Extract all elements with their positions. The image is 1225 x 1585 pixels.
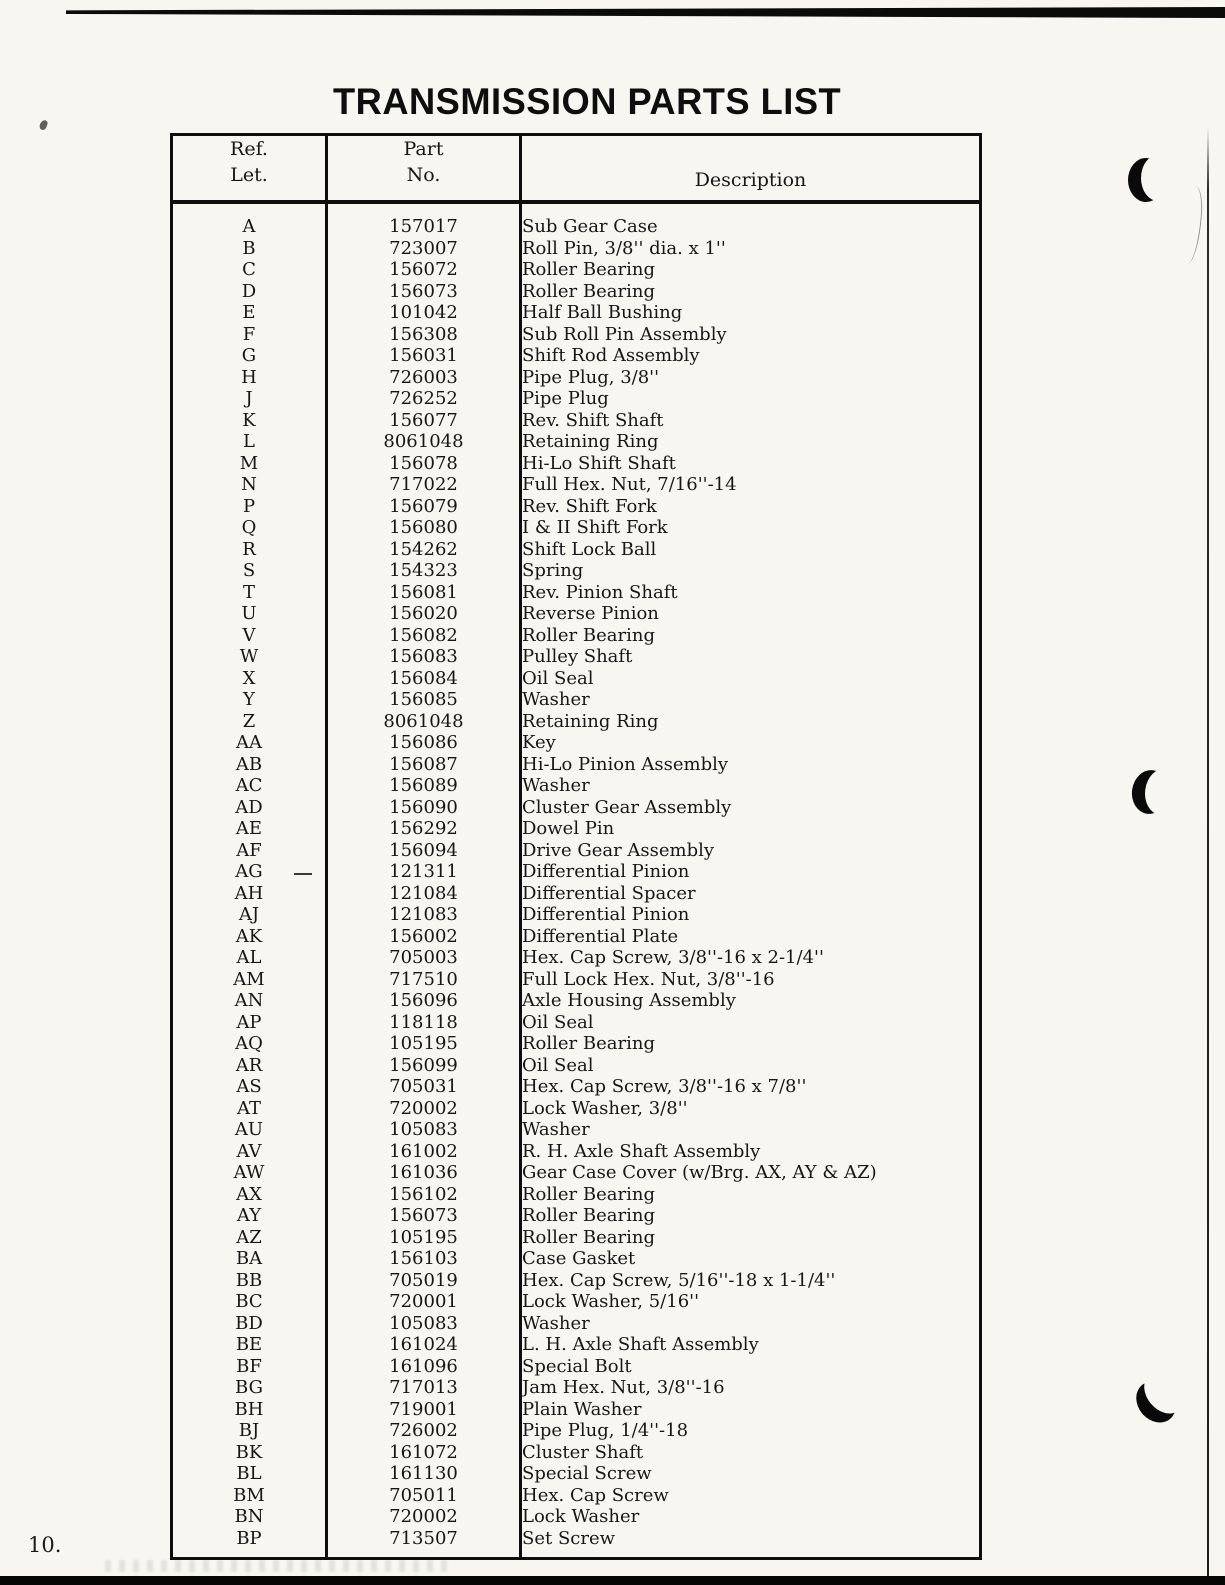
page-number: 10. [28,1533,62,1557]
table-row [172,904,981,926]
ref-letter-cell: A [172,202,327,238]
part-number-cell: 156002 [327,926,521,948]
part-number-cell: 156080 [327,517,521,539]
table-row [172,969,981,991]
table-row [172,1012,981,1034]
ref-letter-cell: F [172,324,327,346]
part-number-cell: 705011 [327,1485,521,1507]
part-number-cell: 156082 [327,625,521,647]
part-number-cell: 717022 [327,474,521,496]
part-number-cell: 154323 [327,560,521,582]
description-cell: Lock Washer [522,1506,640,1527]
parts-table [170,133,982,1560]
description-cell: Key [522,732,556,753]
header-part-line1: Part [403,138,444,160]
table-row [172,1184,981,1206]
table-row [172,1506,981,1528]
table-row [172,582,981,604]
part-number-cell: 726003 [327,367,521,389]
part-number-cell: 156079 [327,496,521,518]
description-cell: Washer [522,689,590,710]
table-row [172,238,981,260]
part-number-cell: 156077 [327,410,521,432]
description-cell: Oil Seal [522,1054,594,1076]
ref-letter-cell: BH [172,1399,327,1421]
table-row [172,410,981,432]
description-cell: Retaining Ring [522,431,659,452]
description-cell: Rev. Shift Fork [522,495,657,517]
table-row [172,324,981,346]
ref-letter-cell: AW [172,1162,327,1184]
table-row [172,1055,981,1077]
table-row [172,345,981,367]
ref-letter-cell: BA [172,1248,327,1270]
table-row [172,1227,981,1249]
part-number-cell: 723007 [327,238,521,260]
description-cell: Shift Rod Assembly [522,345,700,366]
description-cell: Half Ball Bushing [522,302,683,323]
part-number-cell: 156086 [327,732,521,754]
description-cell: Roller Bearing [522,259,655,280]
ref-letter-cell: W [172,646,327,668]
ref-letter-cell: BE [172,1334,327,1356]
part-number-cell: 713507 [327,1528,521,1559]
top-page-rule [66,7,1225,19]
scan-dash-artifact [294,873,312,875]
table-row [172,711,981,733]
table-row [172,947,981,969]
description-cell: Pipe Plug, 3/8'' [522,366,660,388]
page-edge-line [1207,128,1209,1585]
ref-letter-cell: BJ [172,1420,327,1442]
description-cell: Hi-Lo Pinion Assembly [522,753,729,775]
part-number-cell: 105195 [327,1033,521,1055]
description-cell: Roller Bearing [522,1205,655,1226]
part-number-cell: 156085 [327,689,521,711]
description-cell: Special Screw [522,1463,652,1484]
ref-letter-cell: AU [172,1119,327,1141]
description-cell: Cluster Shaft [522,1441,644,1463]
description-cell: Plain Washer [522,1398,642,1420]
table-row [172,302,981,324]
ref-letter-cell: AT [172,1098,327,1120]
part-number-cell: 705019 [327,1270,521,1292]
ref-letter-cell: AC [172,775,327,797]
part-number-cell: 118118 [327,1012,521,1034]
table-row [172,1313,981,1335]
description-cell: Jam Hex. Nut, 3/8''-16 [522,1377,725,1398]
table-row [172,840,981,862]
ref-letter-cell: AH [172,883,327,905]
part-number-cell: 156083 [327,646,521,668]
table-row [172,1248,981,1270]
ref-letter-cell: AG [172,861,327,883]
part-number-cell: 157017 [327,202,521,238]
part-number-cell: 105195 [327,1227,521,1249]
table-row [172,689,981,711]
description-cell: Pulley Shaft [522,646,633,667]
ref-letter-cell: BM [172,1485,327,1507]
part-number-cell: 726002 [327,1420,521,1442]
part-number-cell: 719001 [327,1399,521,1421]
description-cell: Sub Gear Case [522,216,658,237]
ref-letter-cell: AP [172,1012,327,1034]
header-description: Description [521,135,981,203]
part-number-cell: 156102 [327,1184,521,1206]
ref-letter-cell: G [172,345,327,367]
description-cell: Dowel Pin [522,818,615,839]
description-cell: Hi-Lo Shift Shaft [522,452,676,474]
table-row [172,646,981,668]
ref-letter-cell: AN [172,990,327,1012]
table-row [172,1420,981,1442]
table-row [172,539,981,561]
scan-smudge [105,1560,455,1572]
ref-letter-cell: AM [172,969,327,991]
part-number-cell: 156073 [327,1205,521,1227]
description-cell: Axle Housing Assembly [522,990,736,1011]
part-number-cell: 161024 [327,1334,521,1356]
ref-letter-cell: V [172,625,327,647]
table-row [172,990,981,1012]
ref-letter-cell: U [172,603,327,625]
part-number-cell: 121311 [327,861,521,883]
table-row [172,1119,981,1141]
table-row [172,1399,981,1421]
description-cell: Differential Spacer [522,882,696,904]
ref-letter-cell: E [172,302,327,324]
part-number-cell: 161002 [327,1141,521,1163]
part-number-cell: 156084 [327,668,521,690]
part-number-cell: 156087 [327,754,521,776]
table-row [172,202,981,238]
table-row [172,1334,981,1356]
table-row [172,517,981,539]
ref-letter-cell: Y [172,689,327,711]
description-cell: Differential Pinion [522,861,690,882]
description-cell: Roller Bearing [522,1226,655,1248]
part-number-cell: 726252 [327,388,521,410]
part-number-cell: 101042 [327,302,521,324]
description-cell: Sub Roll Pin Assembly [522,323,727,345]
table-row [172,431,981,453]
ref-letter-cell: AQ [172,1033,327,1055]
crescent-bite [1141,155,1175,201]
ref-letter-cell: AK [172,926,327,948]
header-part-line2: No. [406,164,441,186]
description-cell: Roller Bearing [522,1033,655,1054]
description-cell: Differential Pinion [522,904,690,925]
table-row [172,818,981,840]
table-row [172,367,981,389]
table-row [172,496,981,518]
description-cell: Spring [522,560,584,581]
ref-letter-cell: M [172,453,327,475]
ref-letter-cell: AD [172,797,327,819]
description-cell: Washer [522,1119,590,1140]
part-number-cell: 105083 [327,1313,521,1335]
part-number-cell: 156308 [327,324,521,346]
description-cell: Oil Seal [522,1011,594,1033]
part-number-cell: 156072 [327,259,521,281]
table-row [172,560,981,582]
part-number-cell: 161096 [327,1356,521,1378]
part-number-cell: 161036 [327,1162,521,1184]
description-cell: Differential Plate [522,925,679,947]
part-number-cell: 161130 [327,1463,521,1485]
description-cell: Rev. Pinion Shaft [522,581,678,603]
ref-letter-cell: AS [172,1076,327,1098]
description-cell: I & II Shift Fork [522,517,668,538]
part-number-cell: 161072 [327,1442,521,1464]
description-cell: Hex. Cap Screw [522,1484,669,1506]
part-number-cell: 156078 [327,453,521,475]
part-number-cell: 8061048 [327,431,521,453]
binder-crescent-icon [1129,768,1171,817]
table-row [172,797,981,819]
part-number-cell: 156090 [327,797,521,819]
part-number-cell: 156094 [327,840,521,862]
table-row [172,1141,981,1163]
part-number-cell: 720001 [327,1291,521,1313]
table-row [172,474,981,496]
part-number-cell: 121084 [327,883,521,905]
description-cell: Roll Pin, 3/8'' dia. x 1'' [522,237,726,259]
description-cell: Gear Case Cover (w/Brg. AX, AY & AZ) [522,1162,877,1183]
description-cell: Hex. Cap Screw, 3/8''-16 x 2-1/4'' [522,947,824,968]
description-cell: L. H. Axle Shaft Assembly [522,1334,759,1355]
ref-letter-cell: AX [172,1184,327,1206]
description-cell: Lock Washer, 3/8'' [522,1097,688,1119]
part-number-cell: 720002 [327,1098,521,1120]
part-number-cell: 154262 [327,539,521,561]
table-row [172,1528,981,1559]
header-part-no [327,135,521,203]
table-row [172,754,981,776]
ref-letter-cell: K [172,410,327,432]
ref-letter-cell: BD [172,1313,327,1335]
table-row [172,388,981,410]
ref-letter-cell: AY [172,1205,327,1227]
description-cell: Oil Seal [522,667,594,689]
description-cell: Retaining Ring [522,710,659,732]
table-row [172,1377,981,1399]
table-row [172,1485,981,1507]
description-cell: Lock Washer, 5/16'' [522,1291,700,1312]
ref-letter-cell: AR [172,1055,327,1077]
bottom-page-rule [0,1576,1225,1585]
description-cell: Hex. Cap Screw, 5/16''-18 x 1-1/4'' [522,1269,836,1291]
ref-letter-cell: X [172,668,327,690]
ref-letter-cell: BL [172,1463,327,1485]
part-number-cell: 156099 [327,1055,521,1077]
table-row [172,861,981,883]
description-cell: Washer [522,1312,590,1334]
ref-letter-cell: BK [172,1442,327,1464]
description-cell: Roller Bearing [522,1183,655,1205]
parts-table-header [172,135,981,203]
table-row [172,281,981,303]
page-title: TRANSMISSION PARTS LIST [333,80,842,122]
table-row [172,603,981,625]
part-number-cell: 156292 [327,818,521,840]
description-cell: Full Hex. Nut, 7/16''-14 [522,474,737,495]
table-row [172,1205,981,1227]
part-number-cell: 705003 [327,947,521,969]
part-number-cell: 156073 [327,281,521,303]
scan-squiggle [1179,185,1205,264]
part-number-cell: 156096 [327,990,521,1012]
ref-letter-cell: T [172,582,327,604]
ref-letter-cell: BC [172,1291,327,1313]
part-number-cell: 717013 [327,1377,521,1399]
part-number-cell: 156103 [327,1248,521,1270]
binder-crescent-icon [1128,158,1164,202]
part-number-cell: 705031 [327,1076,521,1098]
ref-letter-cell: AE [172,818,327,840]
ref-letter-cell: AZ [172,1227,327,1249]
ref-letter-cell: Z [172,711,327,733]
description-cell: R. H. Axle Shaft Assembly [522,1140,761,1162]
table-row [172,926,981,948]
table-row [172,668,981,690]
part-number-cell: 156089 [327,775,521,797]
ref-letter-cell: D [172,281,327,303]
description-cell: Washer [522,775,590,796]
ref-letter-cell: J [172,388,327,410]
table-row [172,1076,981,1098]
ref-letter-cell: C [172,259,327,281]
table-row [172,625,981,647]
ref-letter-cell: Q [172,517,327,539]
description-cell: Reverse Pinion [522,603,659,624]
description-cell: Case Gasket [522,1248,636,1269]
part-number-cell: 105083 [327,1119,521,1141]
part-number-cell: 121083 [327,904,521,926]
description-cell: Roller Bearing [522,624,655,646]
ref-letter-cell: AL [172,947,327,969]
table-row [172,775,981,797]
binder-crescent-icon [1128,1374,1184,1431]
description-cell: Rev. Shift Shaft [522,409,664,431]
part-number-cell: 720002 [327,1506,521,1528]
description-cell: Hex. Cap Screw, 3/8''-16 x 7/8'' [522,1076,807,1097]
description-cell: Special Bolt [522,1355,632,1377]
table-row [172,732,981,754]
table-row [172,1098,981,1120]
ref-letter-cell: BF [172,1356,327,1378]
ref-letter-cell: AV [172,1141,327,1163]
ref-letter-cell: BP [172,1528,327,1559]
description-cell: Shift Lock Ball [522,538,657,560]
ref-letter-cell: L [172,431,327,453]
ref-letter-cell: AJ [172,904,327,926]
table-row [172,1291,981,1313]
ref-letter-cell: B [172,238,327,260]
part-number-cell: 8061048 [327,711,521,733]
header-ref-line1: Ref. [230,138,268,160]
table-row [172,883,981,905]
part-number-cell: 156081 [327,582,521,604]
ref-letter-cell: R [172,539,327,561]
ref-letter-cell: P [172,496,327,518]
description-cell: Cluster Gear Assembly [522,796,732,818]
part-number-cell: 156031 [327,345,521,367]
table-row [172,1463,981,1485]
ref-letter-cell: BB [172,1270,327,1292]
parts-table-body [172,202,981,1559]
header-ref-let [172,135,327,203]
table-row [172,1162,981,1184]
table-row [172,453,981,475]
description-cell: Roller Bearing [522,280,655,302]
table-row [172,1442,981,1464]
part-number-cell: 156020 [327,603,521,625]
ref-letter-cell: N [172,474,327,496]
description-cell: Full Lock Hex. Nut, 3/8''-16 [522,968,775,990]
description-cell: Pipe Plug [522,388,609,409]
header-ref-line2: Let. [230,164,268,186]
ref-letter-cell: AF [172,840,327,862]
description-cell: Drive Gear Assembly [522,839,715,861]
ref-letter-cell: BN [172,1506,327,1528]
ref-letter-cell: H [172,367,327,389]
table-row [172,1033,981,1055]
ref-letter-cell: AA [172,732,327,754]
part-number-cell: 717510 [327,969,521,991]
table-row [172,1356,981,1378]
scan-speck [39,119,49,131]
ref-letter-cell: BG [172,1377,327,1399]
table-row [172,1270,981,1292]
header-row [172,135,981,203]
ref-letter-cell: S [172,560,327,582]
description-cell: Set Screw [522,1527,616,1549]
ref-letter-cell: AB [172,754,327,776]
description-cell: Pipe Plug, 1/4''-18 [522,1420,689,1441]
table-row [172,259,981,281]
